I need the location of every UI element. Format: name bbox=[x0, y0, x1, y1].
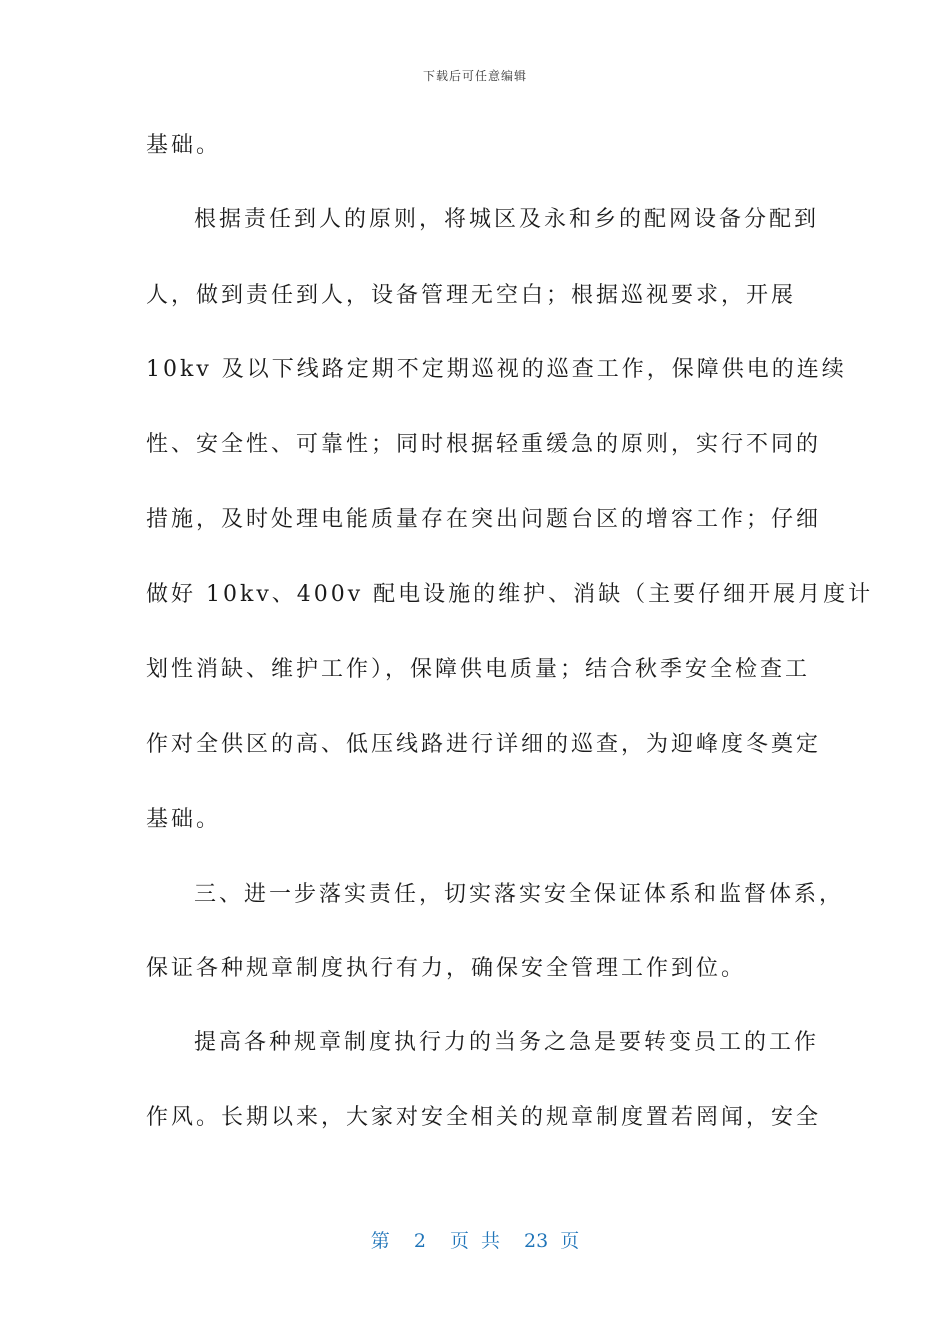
body-line: 10kv 及以下线路定期不定期巡视的巡查工作，保障供电的连续 bbox=[146, 357, 847, 382]
body-line: 措施，及时处理电能质量存在突出问题台区的增容工作；仔细 bbox=[146, 507, 822, 532]
body-line: 提高各种规章制度执行力的当务之急是要转变员工的工作 bbox=[194, 1030, 820, 1055]
body-line: 作对全供区的高、低压线路进行详细的巡查，为迎峰度冬奠定 bbox=[146, 732, 822, 757]
footer-suffix: 页 bbox=[560, 1230, 580, 1252]
page-number-footer bbox=[0, 1226, 950, 1253]
body-line: 作风。长期以来，大家对安全相关的规章制度置若罔闻，安全 bbox=[146, 1105, 822, 1130]
body-line: 根据责任到人的原则，将城区及永和乡的配网设备分配到 bbox=[194, 207, 820, 232]
body-line: 性、安全性、可靠性；同时根据轻重缓急的原则，实行不同的 bbox=[146, 432, 822, 457]
body-line: 划性消缺、维护工作），保障供电质量；结合秋季安全检查工 bbox=[146, 657, 811, 682]
current-page-number: 2 bbox=[413, 1230, 426, 1252]
body-line: 保证各种规章制度执行有力，确保安全管理工作到位。 bbox=[146, 956, 747, 981]
footer-prefix: 第 bbox=[370, 1230, 390, 1252]
footer-middle: 页 共 bbox=[449, 1230, 500, 1252]
body-line: 三、进一步落实责任，切实落实安全保证体系和监督体系， bbox=[194, 882, 845, 907]
header-note: 下载后可任意编辑 bbox=[422, 69, 527, 83]
body-line: 基础。 bbox=[146, 133, 222, 158]
total-pages-number: 23 bbox=[524, 1230, 549, 1252]
body-line: 人，做到责任到人，设备管理无空白；根据巡视要求，开展 bbox=[146, 283, 797, 308]
body-line: 基础。 bbox=[146, 807, 222, 832]
body-line: 做好 10kv、400v 配电设施的维护、消缺（主要仔细开展月度计 bbox=[146, 582, 874, 607]
